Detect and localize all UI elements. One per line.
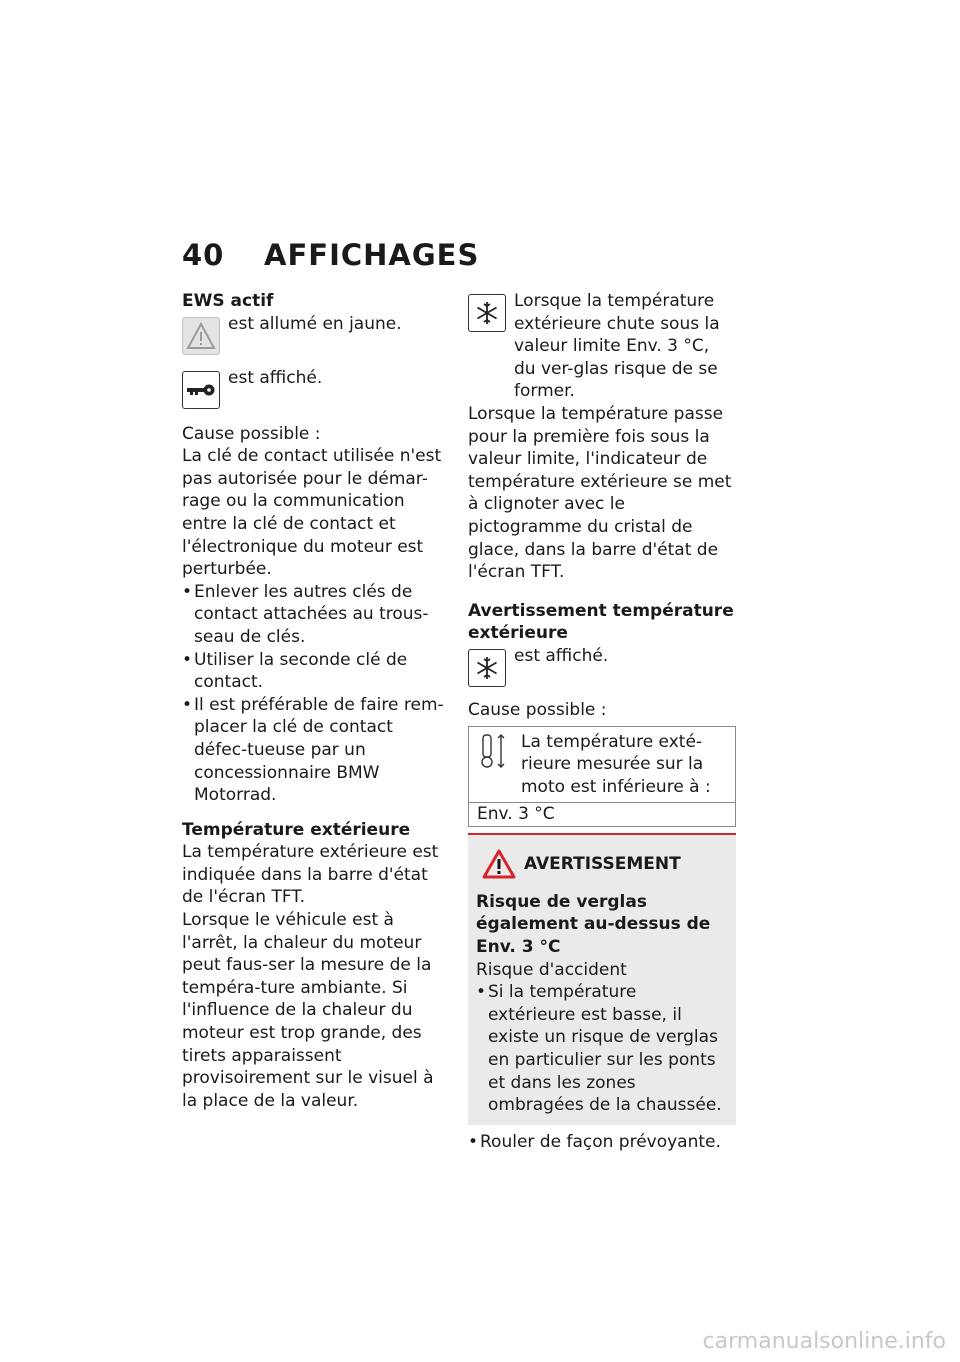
ews-bullets	[182, 581, 450, 807]
spec-table-row	[469, 727, 735, 803]
warning-bullets	[476, 981, 728, 1117]
page-number: 40	[182, 238, 225, 272]
right-cause-label: Cause possible :	[468, 699, 607, 720]
warning-triangle-icon	[482, 849, 516, 879]
warning-box	[468, 833, 736, 1125]
left-column	[182, 290, 450, 1112]
warning-title: AVERTISSEMENT	[476, 849, 728, 879]
spec-table-text: La température exté-rieure mesurée sur la moto est inférieure à :	[521, 731, 711, 797]
final-bullets	[468, 1131, 736, 1154]
warn-temp-row	[468, 645, 736, 687]
list-item: • Rouler de façon prévoyante.	[468, 1131, 736, 1154]
list-item: • Il est préférable de faire rem-placer la clé de contact défec-tueuse par un concessionnaire BMW Motorrad.	[182, 694, 450, 807]
ews-cause-text: La clé de contact utilisée n'est pas autorisée pour le démar-rage ou la communication entre la clé de contact et l'électronique du moteur est perturbée.	[182, 446, 442, 580]
page-header	[182, 238, 479, 272]
warning-triangle-icon	[182, 317, 220, 355]
list-item: • Si la température extérieure est basse, il existe un risque de verglas en particulier sur les ponts et dans les zones ombragées de la chaussée.	[476, 981, 728, 1117]
thermometer-icon	[477, 731, 513, 799]
ice-p2: Lorsque la température passe pour la première fois sous la valeur limite, l'indicateur de température extérieure se met à clignoter avec le pictogramme du cristal de glace, dans la barre d'état de l'écran TFT.	[468, 403, 732, 583]
right-column	[468, 290, 736, 1153]
key-icon	[182, 371, 220, 409]
ews-row-warning	[182, 313, 450, 355]
ews-row-key	[182, 367, 450, 409]
warn-temp-heading: Avertissement température extérieure	[468, 600, 734, 644]
warning-bold: Risque de verglas également au-dessus de Env. 3 °C	[476, 891, 711, 958]
ice-crystal-icon	[468, 649, 506, 687]
spec-table-value: Env. 3 °C	[469, 802, 735, 826]
watermark: carmanualsonline.info	[702, 1329, 946, 1354]
list-item: • Utiliser la seconde clé de contact.	[182, 649, 450, 694]
temp-p2: Lorsque le véhicule est à l'arrêt, la chaleur du moteur peut faus-ser la mesure de la tempéra-ture ambiante. Si l'influence de la chaleur du moteur est trop grande, des tirets apparaissent provisoirement sur le visuel à la place de la valeur.	[182, 910, 434, 1111]
temp-heading: Température extérieure	[182, 819, 411, 840]
ews-cause-label: Cause possible :	[182, 423, 321, 444]
ews-line1: est allumé en jaune.	[228, 313, 402, 334]
ews-heading: EWS actif	[182, 291, 274, 311]
list-item: • Enlever les autres clés de contact attachées au trous-seau de clés.	[182, 581, 450, 649]
warn-temp-line: est affiché.	[514, 645, 609, 666]
ice-crystal-icon	[468, 294, 506, 332]
spec-table	[468, 726, 736, 827]
ice-p1-start: Lorsque la température extérieure chute sous la valeur limite Env. 3 °C, du ver-glas risque de se former.	[514, 291, 720, 402]
page-title: AFFICHAGES	[264, 238, 480, 272]
ews-line2: est affiché.	[228, 367, 323, 388]
ice-row	[468, 290, 736, 403]
temp-p1: La température extérieure est indiquée dans la barre d'état de l'écran TFT.	[182, 842, 439, 908]
warning-sub: Risque d'accident	[476, 959, 627, 980]
